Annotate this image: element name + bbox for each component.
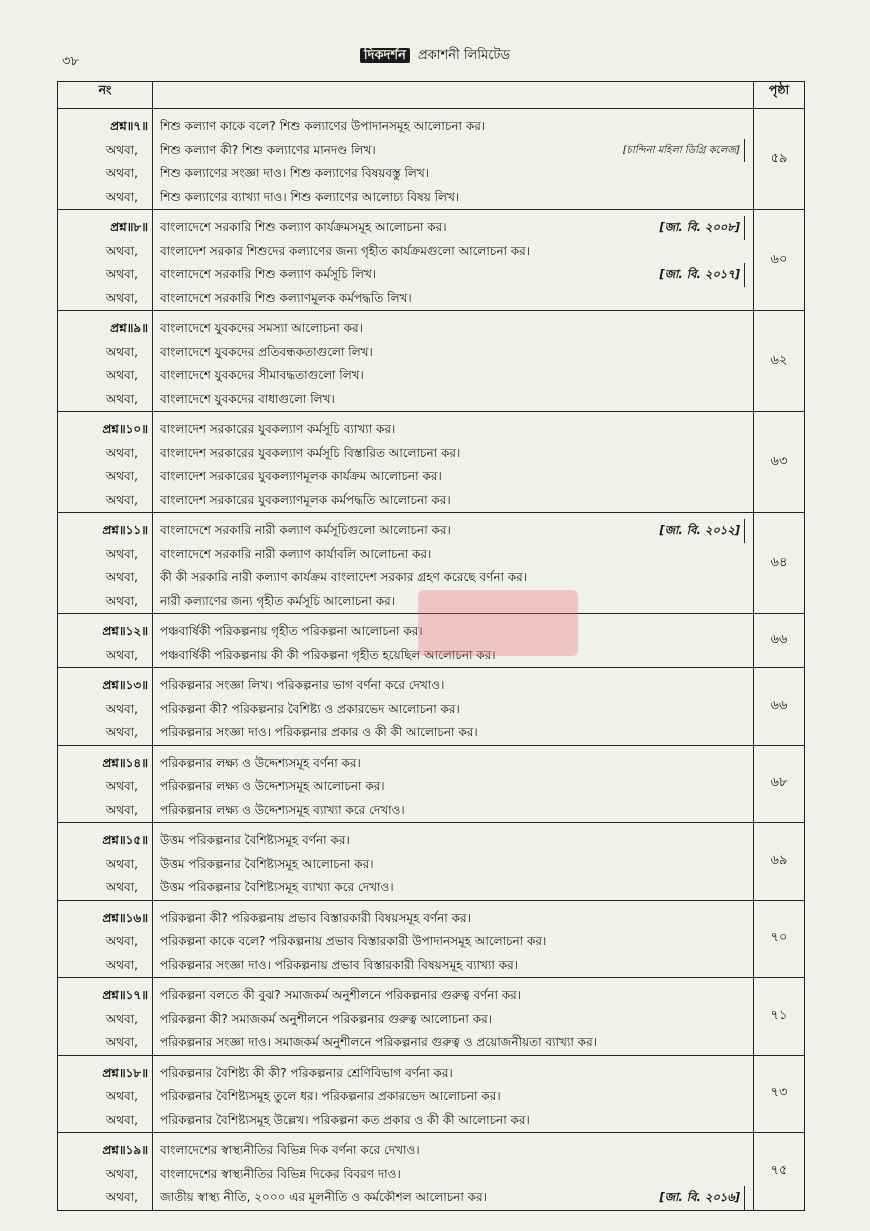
alternative-label: অথবা, <box>105 880 138 894</box>
question-line <box>160 364 745 388</box>
alternative-label: অথবা, <box>105 546 138 561</box>
alternative-label: অথবা, <box>105 725 138 739</box>
question-text: পরিকল্পনার লক্ষ্য ও উদ্দেশ্যসমূহ ব্যাখ্যা করে দেখাও। <box>160 802 405 817</box>
question-label-cell <box>58 900 153 978</box>
question-text: বাংলাদেশের স্বাস্থ্যনীতির বিভিন্ন দিকের বিবরণ দাও। <box>160 1166 401 1181</box>
column-header-page: পৃষ্ঠা <box>754 82 805 109</box>
question-label-cell <box>58 311 153 412</box>
question-text: পঞ্চবার্ষিকী পরিকল্পনায় গৃহীত পরিকল্পনা আলোচনা কর। <box>160 624 423 638</box>
alternative-label: অথবা, <box>105 802 138 817</box>
question-label-cell <box>58 978 153 1056</box>
question-label-cell <box>58 745 153 823</box>
question-line <box>160 519 745 543</box>
question-text: পরিকল্পনার সংজ্ঞা দাও। সমাজকর্ম অনুশীলনে পরিকল্পনার গুরুত্ব ও প্রয়োজনীয়তা ব্যাখ্যা কর। <box>160 1035 597 1049</box>
alternative-label: অথবা, <box>105 1190 138 1204</box>
page-number-cell: ৭০ <box>754 900 805 978</box>
alternative-label: অথবা, <box>105 368 138 382</box>
question-text: শিশু কল্যাণ কাকে বলে? শিশু কল্যাণের উপাদানসমূহ আলোচনা কর। <box>160 119 486 133</box>
question-line <box>160 984 745 1008</box>
question-number: প্রশ্ন॥১১॥ <box>102 523 148 537</box>
question-number: প্রশ্ন॥১০॥ <box>102 422 148 436</box>
question-group-row <box>58 210 805 311</box>
question-text-cell <box>153 210 754 311</box>
question-line <box>160 1109 745 1133</box>
question-label-cell <box>58 513 153 614</box>
exam-reference: [জা. বি. ২০১৭] <box>660 263 745 287</box>
question-text: বাংলাদেশে সরকারি শিশু কল্যাণ কর্মসূচি লিখ। <box>160 267 377 281</box>
question-line <box>160 186 745 210</box>
alternative-label: অথবা, <box>105 647 138 662</box>
question-line <box>160 1062 745 1086</box>
question-group-row <box>58 900 805 978</box>
alternative-label: অথবা, <box>105 779 138 793</box>
question-line <box>160 341 745 365</box>
table-body <box>58 109 805 1211</box>
question-line <box>160 566 745 590</box>
alternative-label: অথবা, <box>105 856 138 871</box>
question-text: পরিকল্পনার বৈশিষ্ট্য কী কী? পরিকল্পনার শ্রেণিবিভাগ বর্ণনা কর। <box>160 1065 453 1080</box>
question-text: পরিকল্পনা বলতে কী বুঝ? সমাজকর্ম অনুশীলনে পরিকল্পনার গুরুত্ব বর্ণনা কর। <box>160 988 522 1002</box>
question-line <box>160 543 745 567</box>
question-number: প্রশ্ন॥১৩॥ <box>102 678 148 692</box>
alternative-label: অথবা, <box>105 267 138 281</box>
question-text-cell <box>153 1133 754 1211</box>
question-line <box>160 139 745 163</box>
question-line <box>160 1163 745 1187</box>
question-text: বাংলাদেশ সরকারের যুবকল্যাণমূলক কার্যক্রম আলোচনা কর। <box>160 469 442 483</box>
alternative-label: অথবা, <box>105 344 138 359</box>
question-text-cell <box>153 745 754 823</box>
page-number-cell: ৭৫ <box>754 1133 805 1211</box>
question-line <box>160 930 745 954</box>
question-text-cell <box>153 668 754 746</box>
alternative-label: অথবা, <box>105 1089 138 1103</box>
question-label-cell <box>58 614 153 668</box>
alternative-label: অথবা, <box>105 391 138 406</box>
question-number: প্রশ্ন॥৮॥ <box>110 220 148 234</box>
alternative-label: অথবা, <box>105 593 138 608</box>
question-line <box>160 263 745 287</box>
question-line <box>160 216 745 240</box>
question-text: উত্তম পরিকল্পনার বৈশিষ্ট্যসমূহ ব্যাখ্যা করে দেখাও। <box>160 880 394 894</box>
question-text: বাংলাদেশ সরকারের যুবকল্যাণ কর্মসূচি বিস্তারিত আলোচনা কর। <box>160 445 461 460</box>
page-number-cell: ৬২ <box>754 311 805 412</box>
question-line <box>160 698 745 722</box>
question-text: পঞ্চবার্ষিকী পরিকল্পনায় কী কী পরিকল্পনা গৃহীত হয়েছিল আলোচনা কর। <box>160 647 496 662</box>
question-text: শিশু কল্যাণ কী? শিশু কল্যাণের মানদণ্ড লিখ। <box>160 142 376 157</box>
question-text: বাংলাদেশে যুবকদের বাধাগুলো লিখ। <box>160 391 335 406</box>
question-text: পরিকল্পনা কী? পরিকল্পনার বৈশিষ্ট্য ও প্রকারভেদ আলোচনা কর। <box>160 701 460 716</box>
question-group-row <box>58 1055 805 1133</box>
page-number-cell: ৬৮ <box>754 745 805 823</box>
question-label-cell <box>58 1133 153 1211</box>
question-label-cell <box>58 109 153 210</box>
exam-reference: [জা. বি. ২০১৬] <box>660 1186 745 1210</box>
question-line <box>160 799 745 823</box>
question-text: পরিকল্পনার বৈশিষ্ট্যসমূহ উল্লেখ। পরিকল্পনা কত প্রকার ও কী কী আলোচনা কর। <box>160 1112 530 1127</box>
question-line <box>160 674 745 698</box>
question-number: প্রশ্ন॥১৯॥ <box>102 1143 148 1157</box>
question-line <box>160 418 745 442</box>
page-number-cell: ৬৬ <box>754 614 805 668</box>
column-header-number: নং <box>58 82 153 109</box>
column-header-question <box>153 82 754 109</box>
question-number: প্রশ্ন॥৯॥ <box>110 321 148 335</box>
question-line <box>160 644 745 668</box>
question-line <box>160 115 745 139</box>
question-group-row <box>58 745 805 823</box>
question-line <box>160 240 745 264</box>
question-text: বাংলাদেশে সরকারি শিশু কল্যাণ কার্যক্রমসমূহ আলোচনা কর। <box>160 220 447 234</box>
page-header <box>0 40 870 70</box>
question-text: বাংলাদেশে সরকারি শিশু কল্যাণমূলক কর্মপদ্ধতি লিখ। <box>160 290 412 305</box>
exam-reference: [চান্দিনা মহিলা ডিগ্রি কলেজ] <box>623 139 745 163</box>
alternative-label: অথবা, <box>105 1112 138 1127</box>
alternative-label: অথবা, <box>105 243 138 258</box>
question-group-row <box>58 109 805 210</box>
question-label-cell <box>58 210 153 311</box>
question-line <box>160 465 745 489</box>
question-text-cell <box>153 412 754 513</box>
question-text: বাংলাদেশে যুবকদের প্রতিবন্ধকতাগুলো লিখ। <box>160 344 373 359</box>
question-text: শিশু কল্যাণের ব্যাখ্যা দাও। শিশু কল্যাণের আলোচ্য বিষয় লিখ। <box>160 189 460 204</box>
question-line <box>160 388 745 412</box>
question-line <box>160 1139 745 1163</box>
question-number: প্রশ্ন॥১৬॥ <box>102 910 148 925</box>
question-number: প্রশ্ন॥১৫॥ <box>102 833 148 847</box>
question-group-row <box>58 668 805 746</box>
question-text: বাংলাদেশ সরকারের যুবকল্যাণমূলক কর্মপদ্ধতি আলোচনা কর। <box>160 492 451 507</box>
alternative-label: অথবা, <box>105 492 138 507</box>
question-text: পরিকল্পনা কী? পরিকল্পনায় প্রভাব বিস্তারকারী বিষয়সমূহ বর্ণনা কর। <box>160 910 471 925</box>
question-line <box>160 287 745 311</box>
page-number-cell: ৬৯ <box>754 823 805 901</box>
alternative-label: অথবা, <box>105 570 138 584</box>
question-line <box>160 907 745 931</box>
question-group-row <box>58 823 805 901</box>
exam-reference: [জা. বি. ২০১২] <box>660 519 745 543</box>
question-text-cell <box>153 823 754 901</box>
question-text: শিশু কল্যাণের সংজ্ঞা দাও। শিশু কল্যাণের বিষয়বস্তু লিখ। <box>160 166 429 180</box>
page-number-cell: ৭১ <box>754 978 805 1056</box>
publisher-line <box>0 46 870 67</box>
alternative-label: অথবা, <box>105 290 138 305</box>
question-label-cell <box>58 412 153 513</box>
question-line <box>160 620 745 644</box>
alternative-label: অথবা, <box>105 934 138 948</box>
alternative-label: অথবা, <box>105 957 138 972</box>
page-number-cell: ৬৬ <box>754 668 805 746</box>
page-number-cell: ৬০ <box>754 210 805 311</box>
question-text-cell <box>153 614 754 668</box>
question-line <box>160 721 745 745</box>
question-number: প্রশ্ন॥৭॥ <box>110 119 148 133</box>
question-line <box>160 1031 745 1055</box>
publisher-logo: দিকদর্শন <box>360 48 410 63</box>
question-text-cell <box>153 900 754 978</box>
question-number: প্রশ্ন॥১৭॥ <box>102 988 148 1002</box>
question-text: নারী কল্যাণের জন্য গৃহীত কর্মসূচি আলোচনা কর। <box>160 593 396 608</box>
question-text-cell <box>153 1055 754 1133</box>
page-number-cell: ৬৪ <box>754 513 805 614</box>
page-number: ৩৮ <box>62 54 79 69</box>
question-line <box>160 954 745 978</box>
question-text: কী কী সরকারি নারী কল্যাণ কার্যক্রম বাংলাদেশ সরকার গ্রহণ করেছে বর্ণনা কর। <box>160 570 528 584</box>
question-text-cell <box>153 311 754 412</box>
question-group-row <box>58 513 805 614</box>
alternative-label: অথবা, <box>105 701 138 716</box>
alternative-label: অথবা, <box>105 142 138 157</box>
question-number: প্রশ্ন॥১৮॥ <box>102 1065 148 1080</box>
page-number-cell: ৬৩ <box>754 412 805 513</box>
question-label-cell <box>58 823 153 901</box>
alternative-label: অথবা, <box>105 166 138 180</box>
page-number-cell: ৫৯ <box>754 109 805 210</box>
publisher-name: প্রকাশনী লিমিটেড <box>417 48 511 63</box>
alternative-label: অথবা, <box>105 469 138 483</box>
alternative-label: অথবা, <box>105 1166 138 1181</box>
question-text: উত্তম পরিকল্পনার বৈশিষ্ট্যসমূহ আলোচনা কর। <box>160 856 374 871</box>
table-header-row <box>58 82 805 109</box>
question-text: জাতীয় স্বাস্থ্য নীতি, ২০০০ এর মূলনীতি ও কর্মকৌশল আলোচনা কর। <box>160 1190 487 1204</box>
question-text: পরিকল্পনার লক্ষ্য ও উদ্দেশ্যসমূহ বর্ণনা কর। <box>160 755 361 770</box>
question-text: পরিকল্পনার সংজ্ঞা দাও। পরিকল্পনায় প্রভাব বিস্তারকারী বিষয়সমূহ ব্যাখ্যা কর। <box>160 957 518 972</box>
exam-reference: [জা. বি. ২০০৮] <box>660 216 745 240</box>
question-line <box>160 752 745 776</box>
question-text: বাংলাদেশে সরকারি নারী কল্যাণ কার্যাবলি আলোচনা কর। <box>160 546 432 561</box>
question-label-cell <box>58 668 153 746</box>
alternative-label: অথবা, <box>105 445 138 460</box>
question-text: বাংলাদেশে যুবকদের সীমাবদ্ধতাগুলো লিখ। <box>160 368 364 382</box>
question-text: পরিকল্পনার বৈশিষ্ট্যসমূহ তুলে ধর। পরিকল্পনার প্রকারভেদ আলোচনা কর। <box>160 1089 501 1103</box>
question-line <box>160 489 745 513</box>
alternative-label: অথবা, <box>105 1035 138 1049</box>
alternative-label: অথবা, <box>105 1011 138 1026</box>
question-line <box>160 590 745 614</box>
page-number-cell: ৭৩ <box>754 1055 805 1133</box>
question-line <box>160 876 745 900</box>
question-line <box>160 1008 745 1032</box>
question-text: বাংলাদেশে যুবকদের সমস্যা আলোচনা কর। <box>160 321 363 335</box>
question-text: বাংলাদেশ সরকারের যুবকল্যাণ কর্মসূচি ব্যাখ্যা কর। <box>160 422 396 436</box>
alternative-label: অথবা, <box>105 189 138 204</box>
question-text-cell <box>153 513 754 614</box>
question-line <box>160 442 745 466</box>
question-group-row <box>58 978 805 1056</box>
question-line <box>160 1186 745 1210</box>
question-text: বাংলাদেশের স্বাস্থ্যনীতির বিভিন্ন দিক বর্ণনা করে দেখাও। <box>160 1143 420 1157</box>
question-line <box>160 853 745 877</box>
question-text: বাংলাদেশে সরকারি নারী কল্যাণ কর্মসূচিগুলো আলোচনা কর। <box>160 523 451 537</box>
question-text: পরিকল্পনা কী? সমাজকর্ম অনুশীলনে পরিকল্পনার গুরুত্ব আলোচনা কর। <box>160 1011 492 1026</box>
question-number: প্রশ্ন॥১২॥ <box>102 624 148 638</box>
question-text: পরিকল্পনার সংজ্ঞা লিখ। পরিকল্পনার ভাগ বর্ণনা করে দেখাও। <box>160 678 445 692</box>
question-group-row <box>58 311 805 412</box>
question-group-row <box>58 1133 805 1211</box>
question-text-cell <box>153 109 754 210</box>
question-group-row <box>58 412 805 513</box>
question-group-row <box>58 614 805 668</box>
question-number: প্রশ্ন॥১৪॥ <box>102 755 148 770</box>
question-line <box>160 829 745 853</box>
question-line <box>160 1085 745 1109</box>
question-text: পরিকল্পনার সংজ্ঞা দাও। পরিকল্পনার প্রকার ও কী কী আলোচনা কর। <box>160 725 478 739</box>
question-label-cell <box>58 1055 153 1133</box>
question-text-cell <box>153 978 754 1056</box>
question-index-table <box>57 81 805 1211</box>
question-text: পরিকল্পনার লক্ষ্য ও উদ্দেশ্যসমূহ আলোচনা কর। <box>160 779 385 793</box>
question-text: পরিকল্পনা কাকে বলে? পরিকল্পনায় প্রভাব বিস্তারকারী উপাদানসমূহ আলোচনা কর। <box>160 934 547 948</box>
question-text: বাংলাদেশ সরকার শিশুদের কল্যাণের জন্য গৃহীত কার্যক্রমগুলো আলোচনা কর। <box>160 243 531 258</box>
question-text: উত্তম পরিকল্পনার বৈশিষ্ট্যসমূহ বর্ণনা কর। <box>160 833 350 847</box>
question-line <box>160 317 745 341</box>
question-line <box>160 775 745 799</box>
question-line <box>160 162 745 186</box>
